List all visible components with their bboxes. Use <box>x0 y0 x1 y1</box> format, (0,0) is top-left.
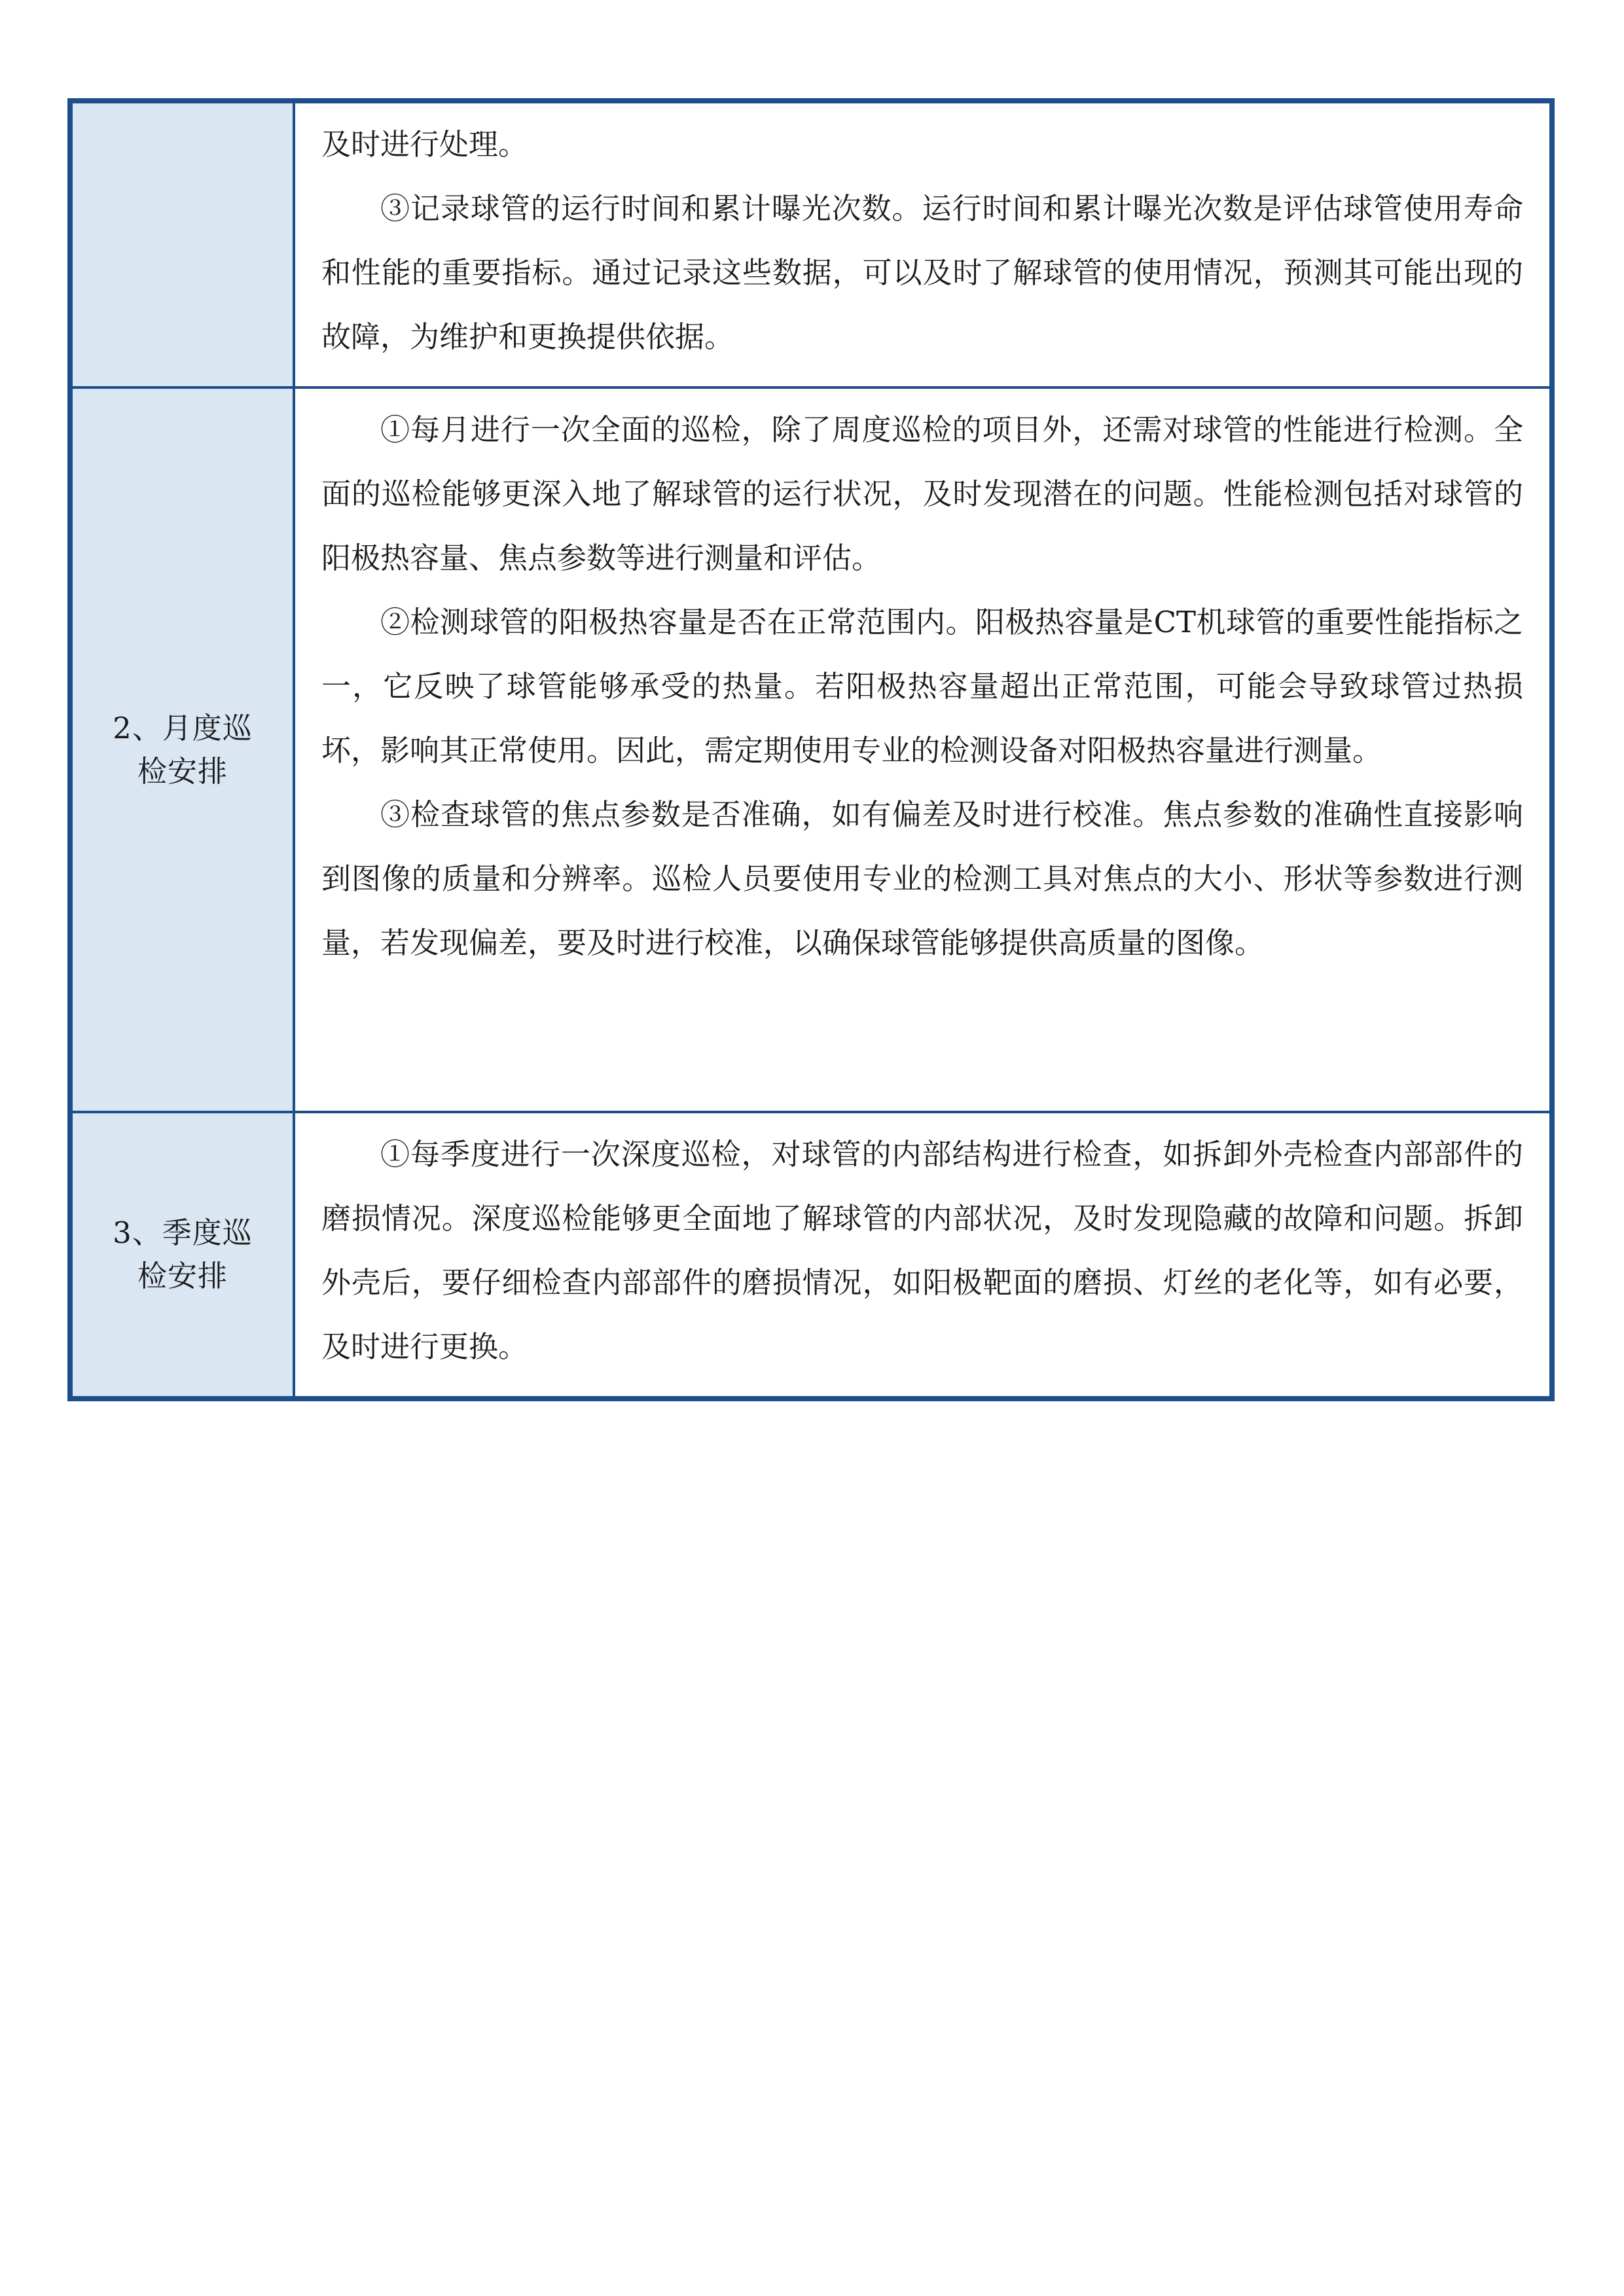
table-row-quarterly <box>70 1112 1552 1399</box>
inspection-schedule-table <box>67 98 1555 1401</box>
table-row-weekly-continued <box>70 101 1552 387</box>
row-label-cell <box>70 101 294 387</box>
paragraph: ②检测球管的阳极热容量是否在正常范围内。阳极热容量是CT机球管的重要性能指标之一，它反映了球管能够承受的热量。若阳极热容量超出正常范围，可能会导致球管过热损坏，影响其正常使用。因此，需定期使用专业的检测设备对阳极热容量进行测量。 <box>321 605 1523 768</box>
row-content-cell <box>294 1112 1552 1399</box>
paragraph: ①每月进行一次全面的巡检，除了周度巡检的项目外，还需对球管的性能进行检测。全面的巡检能够更深入地了解球管的运行状况，及时发现潜在的问题。性能检测包括对球管的阳极热容量、焦点参数等进行测量和评估。 <box>321 412 1523 575</box>
row-label-cell <box>70 387 294 1112</box>
row-content-cell <box>294 387 1552 1112</box>
row-label: 2、月度巡检安排 <box>113 710 253 789</box>
row-label-cell <box>70 1112 294 1399</box>
table-row-monthly <box>70 387 1552 1112</box>
paragraph: ③记录球管的运行时间和累计曝光次数。运行时间和累计曝光次数是评估球管使用寿命和性能的重要指标。通过记录这些数据，可以及时了解球管的使用情况，预测其可能出现的故障，为维护和更换提供依据。 <box>321 191 1523 354</box>
row-content-cell <box>294 101 1552 387</box>
paragraph: ③检查球管的焦点参数是否准确，如有偏差及时进行校准。焦点参数的准确性直接影响到图像的质量和分辨率。巡检人员要使用专业的检测工具对焦点的大小、形状等参数进行测量，若发现偏差，要及时进行校准，以确保球管能够提供高质量的图像。 <box>321 797 1523 960</box>
row-label: 3、季度巡检安排 <box>113 1215 253 1293</box>
paragraph: ①每季度进行一次深度巡检，对球管的内部结构进行检查，如拆卸外壳检查内部部件的磨损情况。深度巡检能够更全面地了解球管的内部状况，及时发现隐藏的故障和问题。拆卸外壳后，要仔细检查内部部件的磨损情况，如阳极靶面的磨损、灯丝的老化等，如有必要，及时进行更换。 <box>321 1137 1523 1364</box>
paragraph: 及时进行处理。 <box>321 127 528 162</box>
